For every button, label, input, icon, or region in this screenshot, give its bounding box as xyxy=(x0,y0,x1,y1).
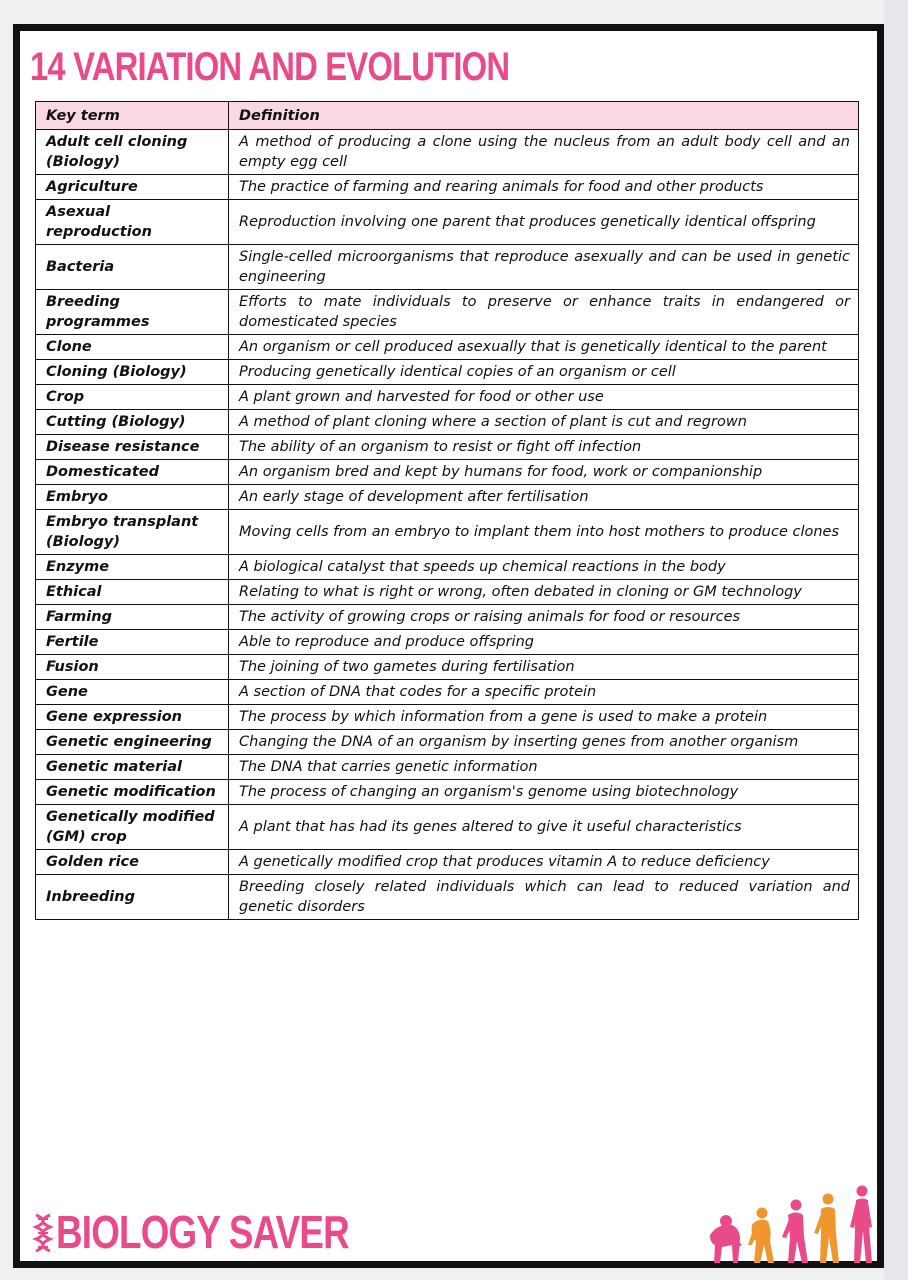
key-term-cell: Domesticated xyxy=(36,460,229,485)
key-term-cell: Gene expression xyxy=(36,705,229,730)
table-row xyxy=(36,805,859,850)
key-term-cell: Enzyme xyxy=(36,555,229,580)
biology-saver-logo xyxy=(32,1206,422,1258)
table-row xyxy=(36,605,859,630)
table-row xyxy=(36,175,859,200)
table-row xyxy=(36,580,859,605)
table-row xyxy=(36,335,859,360)
table-row xyxy=(36,555,859,580)
table-row xyxy=(36,655,859,680)
table-row xyxy=(36,485,859,510)
table-row xyxy=(36,245,859,290)
page-title: 14 VARIATION AND EVOLUTION xyxy=(30,45,510,89)
key-term-cell: Cutting (Biology) xyxy=(36,410,229,435)
definition-cell: Efforts to mate individuals to preserve or enhance traits in endangered or domesticated species xyxy=(229,290,859,335)
table-row xyxy=(36,130,859,175)
key-term-cell: Genetically modified (GM) crop xyxy=(36,805,229,850)
table-row xyxy=(36,510,859,555)
definition-cell: The activity of growing crops or raising animals for food or resources xyxy=(229,605,859,630)
key-term-cell: Bacteria xyxy=(36,245,229,290)
key-term-header: Key term xyxy=(36,102,229,130)
key-term-cell: Gene xyxy=(36,680,229,705)
definition-cell: A method of producing a clone using the nucleus from an adult body cell and an empty egg cell xyxy=(229,130,859,175)
key-term-cell: Asexual reproduction xyxy=(36,200,229,245)
page-edge-shadow xyxy=(884,0,908,1280)
definition-cell: A genetically modified crop that produces vitamin A to reduce deficiency xyxy=(229,850,859,875)
key-term-cell: Embryo transplant (Biology) xyxy=(36,510,229,555)
dna-helix-icon xyxy=(32,1209,54,1255)
definition-cell: An organism bred and kept by humans for food, work or companionship xyxy=(229,460,859,485)
table-row xyxy=(36,850,859,875)
table-row xyxy=(36,705,859,730)
table-header-row xyxy=(36,102,859,130)
definition-cell: An early stage of development after fertilisation xyxy=(229,485,859,510)
key-term-cell: Embryo xyxy=(36,485,229,510)
key-terms-table xyxy=(35,101,859,920)
definition-cell: A plant that has had its genes altered to give it useful characteristics xyxy=(229,805,859,850)
key-term-cell: Clone xyxy=(36,335,229,360)
evolution-figure-erectus xyxy=(782,1200,808,1264)
definition-cell: Able to reproduce and produce offspring xyxy=(229,630,859,655)
definition-cell: The practice of farming and rearing animals for food and other products xyxy=(229,175,859,200)
definition-cell: The joining of two gametes during fertilisation xyxy=(229,655,859,680)
definition-cell: Producing genetically identical copies of an organism or cell xyxy=(229,360,859,385)
human-evolution-icon xyxy=(700,1183,880,1265)
definition-cell: Relating to what is right or wrong, often debated in cloning or GM technology xyxy=(229,580,859,605)
definition-header: Definition xyxy=(229,102,859,130)
key-term-cell: Golden rice xyxy=(36,850,229,875)
table-row xyxy=(36,460,859,485)
key-term-cell: Fertile xyxy=(36,630,229,655)
key-term-cell: Cloning (Biology) xyxy=(36,360,229,385)
definition-cell: A biological catalyst that speeds up chemical reactions in the body xyxy=(229,555,859,580)
definition-cell: An organism or cell produced asexually that is genetically identical to the parent xyxy=(229,335,859,360)
definition-cell: Changing the DNA of an organism by inserting genes from another organism xyxy=(229,730,859,755)
key-term-cell: Farming xyxy=(36,605,229,630)
key-term-cell: Genetic modification xyxy=(36,780,229,805)
definition-cell: A method of plant cloning where a section of plant is cut and regrown xyxy=(229,410,859,435)
key-term-cell: Genetic material xyxy=(36,755,229,780)
key-term-cell: Agriculture xyxy=(36,175,229,200)
key-term-cell: Genetic engineering xyxy=(36,730,229,755)
table-row xyxy=(36,680,859,705)
definition-cell: A plant grown and harvested for food or other use xyxy=(229,385,859,410)
definition-cell: Reproduction involving one parent that produces genetically identical offspring xyxy=(229,200,859,245)
definition-cell: Moving cells from an embryo to implant them into host mothers to produce clones xyxy=(229,510,859,555)
key-term-cell: Adult cell cloning (Biology) xyxy=(36,130,229,175)
table-row xyxy=(36,410,859,435)
table-row xyxy=(36,290,859,335)
definition-cell: The DNA that carries genetic information xyxy=(229,755,859,780)
table-row xyxy=(36,385,859,410)
definition-cell: Breeding closely related individuals which can lead to reduced variation and genetic disorders xyxy=(229,875,859,920)
glossary-page xyxy=(13,24,884,1268)
evolution-figure-human xyxy=(850,1186,872,1264)
table-row xyxy=(36,730,859,755)
table-row xyxy=(36,435,859,460)
table-row xyxy=(36,755,859,780)
table-row xyxy=(36,200,859,245)
definition-cell: A section of DNA that codes for a specific protein xyxy=(229,680,859,705)
table-row xyxy=(36,630,859,655)
key-term-cell: Inbreeding xyxy=(36,875,229,920)
logo-text: BIOLOGY SAVER xyxy=(56,1206,349,1258)
key-term-cell: Breeding programmes xyxy=(36,290,229,335)
key-term-cell: Ethical xyxy=(36,580,229,605)
definition-cell: The ability of an organism to resist or fight off infection xyxy=(229,435,859,460)
definition-cell: The process by which information from a gene is used to make a protein xyxy=(229,705,859,730)
table-row xyxy=(36,780,859,805)
table-body xyxy=(36,130,859,920)
key-term-cell: Crop xyxy=(36,385,229,410)
table-row xyxy=(36,360,859,385)
key-term-cell: Disease resistance xyxy=(36,435,229,460)
evolution-figure-ape xyxy=(710,1215,742,1263)
key-term-cell: Fusion xyxy=(36,655,229,680)
definition-cell: Single-celled microorganisms that reproduce asexually and can be used in genetic engineering xyxy=(229,245,859,290)
evolution-figure-hominid xyxy=(748,1208,774,1264)
table-row xyxy=(36,875,859,920)
definition-cell: The process of changing an organism's genome using biotechnology xyxy=(229,780,859,805)
evolution-figure-neanderthal xyxy=(814,1194,839,1264)
